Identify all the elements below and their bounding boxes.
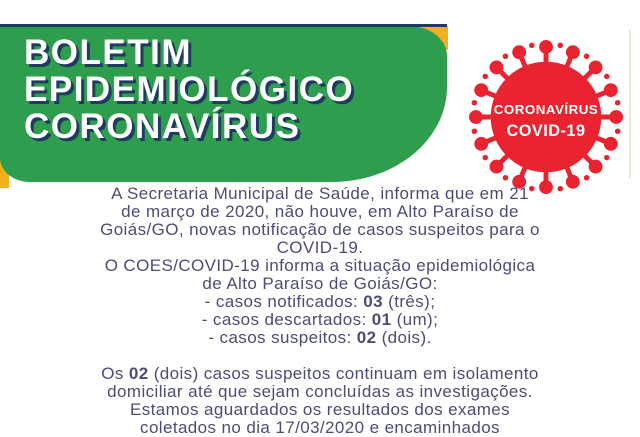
body-value: 02 [356, 328, 377, 347]
bulletin-body-text [20, 185, 620, 437]
body-line [20, 329, 620, 347]
body-text-segment: coletados no dia 17/03/2020 e encaminhados [140, 418, 500, 437]
body-line [20, 221, 620, 239]
body-text-segment: (um); [391, 310, 439, 329]
body-text-segment: Estamos aguardados os resultados dos exames [129, 400, 511, 419]
body-line [20, 293, 620, 311]
right-edge-accent-line [629, 30, 631, 178]
body-text-segment: COVID-19. [276, 238, 364, 257]
body-text-segment: (dois). [376, 328, 432, 347]
body-line [20, 365, 620, 383]
body-line [20, 401, 620, 419]
body-text-segment: O COES/COVID-19 informa a situação epidemiológica [104, 256, 536, 275]
page-title-line-3: CORONAVÍRUS [24, 107, 301, 146]
body-value: 02 [128, 364, 149, 383]
body-value: 03 [363, 292, 384, 311]
page-title-line-1: BOLETIM [24, 33, 192, 72]
page-title-line-2: EPIDEMIOLÓGICO [24, 70, 355, 109]
body-text-segment: (dois) casos suspeitos continuam em isolamento [148, 364, 539, 383]
body-text-segment: domiciliar até que sejam concluídas as investigações. [107, 382, 533, 401]
badge-label-line2: COVID-19 [506, 121, 586, 140]
body-text-segment: Os [101, 364, 129, 383]
banner-header [0, 26, 447, 182]
top-navy-rule [0, 24, 447, 27]
body-line [20, 257, 620, 275]
body-line [20, 419, 620, 437]
body-text-segment: - casos descartados: [201, 310, 372, 329]
body-text-segment: - casos suspeitos: [208, 328, 357, 347]
coronavirus-badge [467, 38, 625, 196]
body-text-segment: Goiás/GO, novas notificação de casos suspeitos para o [100, 220, 540, 239]
body-line [20, 239, 620, 257]
body-value: 01 [371, 310, 392, 329]
body-text-segment: (três); [383, 292, 436, 311]
body-text-segment: - casos notificados: [204, 292, 364, 311]
body-text-segment: de março de 2020, não houve, em Alto Paraíso de [121, 202, 519, 221]
virus-icon [467, 38, 625, 196]
body-line [20, 203, 620, 221]
body-text-segment: de Alto Paraíso de Goiás/GO: [202, 274, 438, 293]
badge-label-line1: CORONAVÍRUS [493, 102, 599, 118]
body-line [20, 383, 620, 401]
body-line [20, 275, 620, 293]
body-text-segment: A Secretaria Municipal de Saúde, informa que em 21 [111, 184, 529, 203]
body-line [20, 311, 620, 329]
body-line [20, 185, 620, 203]
